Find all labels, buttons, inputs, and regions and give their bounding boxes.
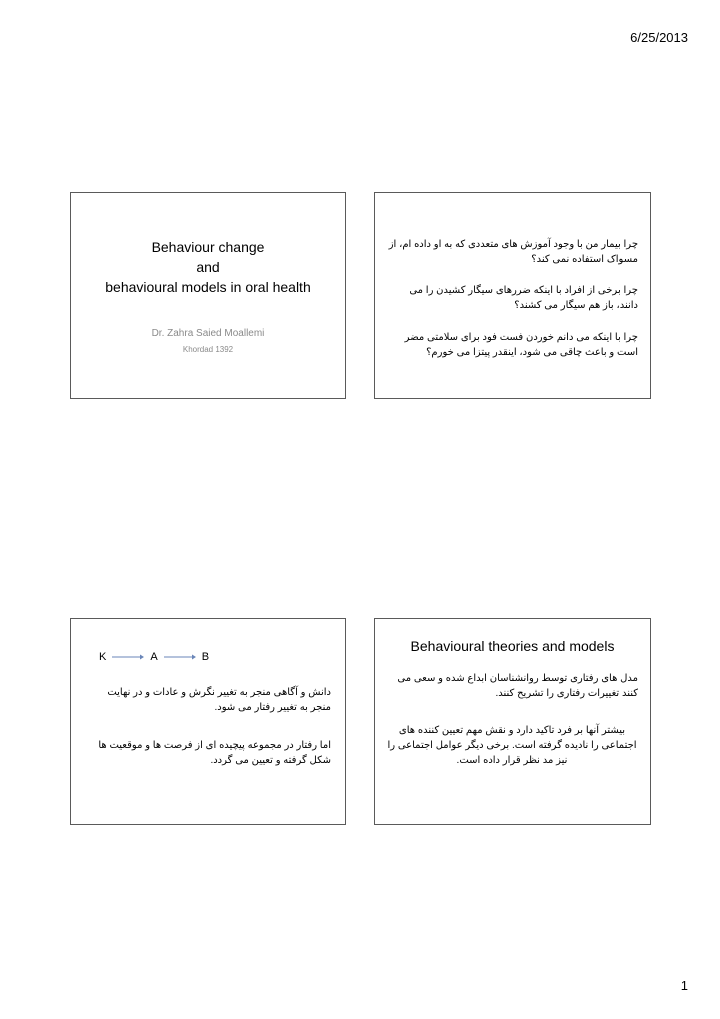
arrow-right-icon (163, 652, 197, 662)
slide-4-theories (374, 618, 651, 825)
slide-1-title (70, 192, 346, 399)
kab-a: A (150, 651, 158, 663)
title-line-1: Behaviour change (151, 239, 265, 255)
presentation-date: Khordad 1392 (182, 345, 234, 354)
kab-b: B (201, 651, 210, 663)
print-date: 6/25/2013 (630, 30, 688, 45)
author-name: Dr. Zahra Saied Moallemi (151, 328, 265, 339)
question-3: چرا با اینکه می دانم خوردن فست فود برای سلامتی مضر است و باعث چاقی می شود، اینقدر پیتزا می خورم؟ (404, 332, 638, 358)
kab-description: دانش و آگاهی منجر به تغییر نگرش و عادات و در نهایت منجر به تغییر رفتار می شود. (107, 687, 331, 713)
question-2: چرا برخی از افراد با اینکه ضررهای سیگار کشیدن را می دانند، باز هم سیگار می کشند؟ (409, 285, 638, 311)
slide-3-kab-model (70, 618, 346, 825)
slide-1-heading (71, 237, 345, 297)
kab-k: K (99, 651, 107, 663)
slide-2-questions (374, 192, 651, 399)
theories-paragraph-1: مدل های رفتاری توسط روانشناسان ابداع شده و سعی می کنند تغییرات رفتاری را تشریح کنند. (397, 673, 638, 699)
title-line-2: and (196, 259, 220, 275)
question-1: چرا بیمار من با وجود آموزش های متعددی که به او داده ام، از مسواک استفاده نمی کند؟ (388, 239, 638, 265)
behaviour-context: اما رفتار در مجموعه پیچیده ای از فرصت ها و موقعیت ها شکل گرفته و تعیین می گردد. (98, 740, 331, 766)
slide-4-heading: Behavioural theories and models (410, 638, 615, 654)
arrow-right-icon (111, 652, 145, 662)
theories-paragraph-2: بیشتر آنها بر فرد تاکید دارد و نقش مهم تعیین کننده های اجتماعی را نادیده گرفته است. برخی دیگر عوامل اجتماعی را نیز مد نظر قرار داده است. (387, 725, 637, 766)
page-number: 1 (680, 978, 688, 993)
kab-flow (99, 651, 209, 663)
title-line-3: behavioural models in oral health (105, 279, 311, 295)
